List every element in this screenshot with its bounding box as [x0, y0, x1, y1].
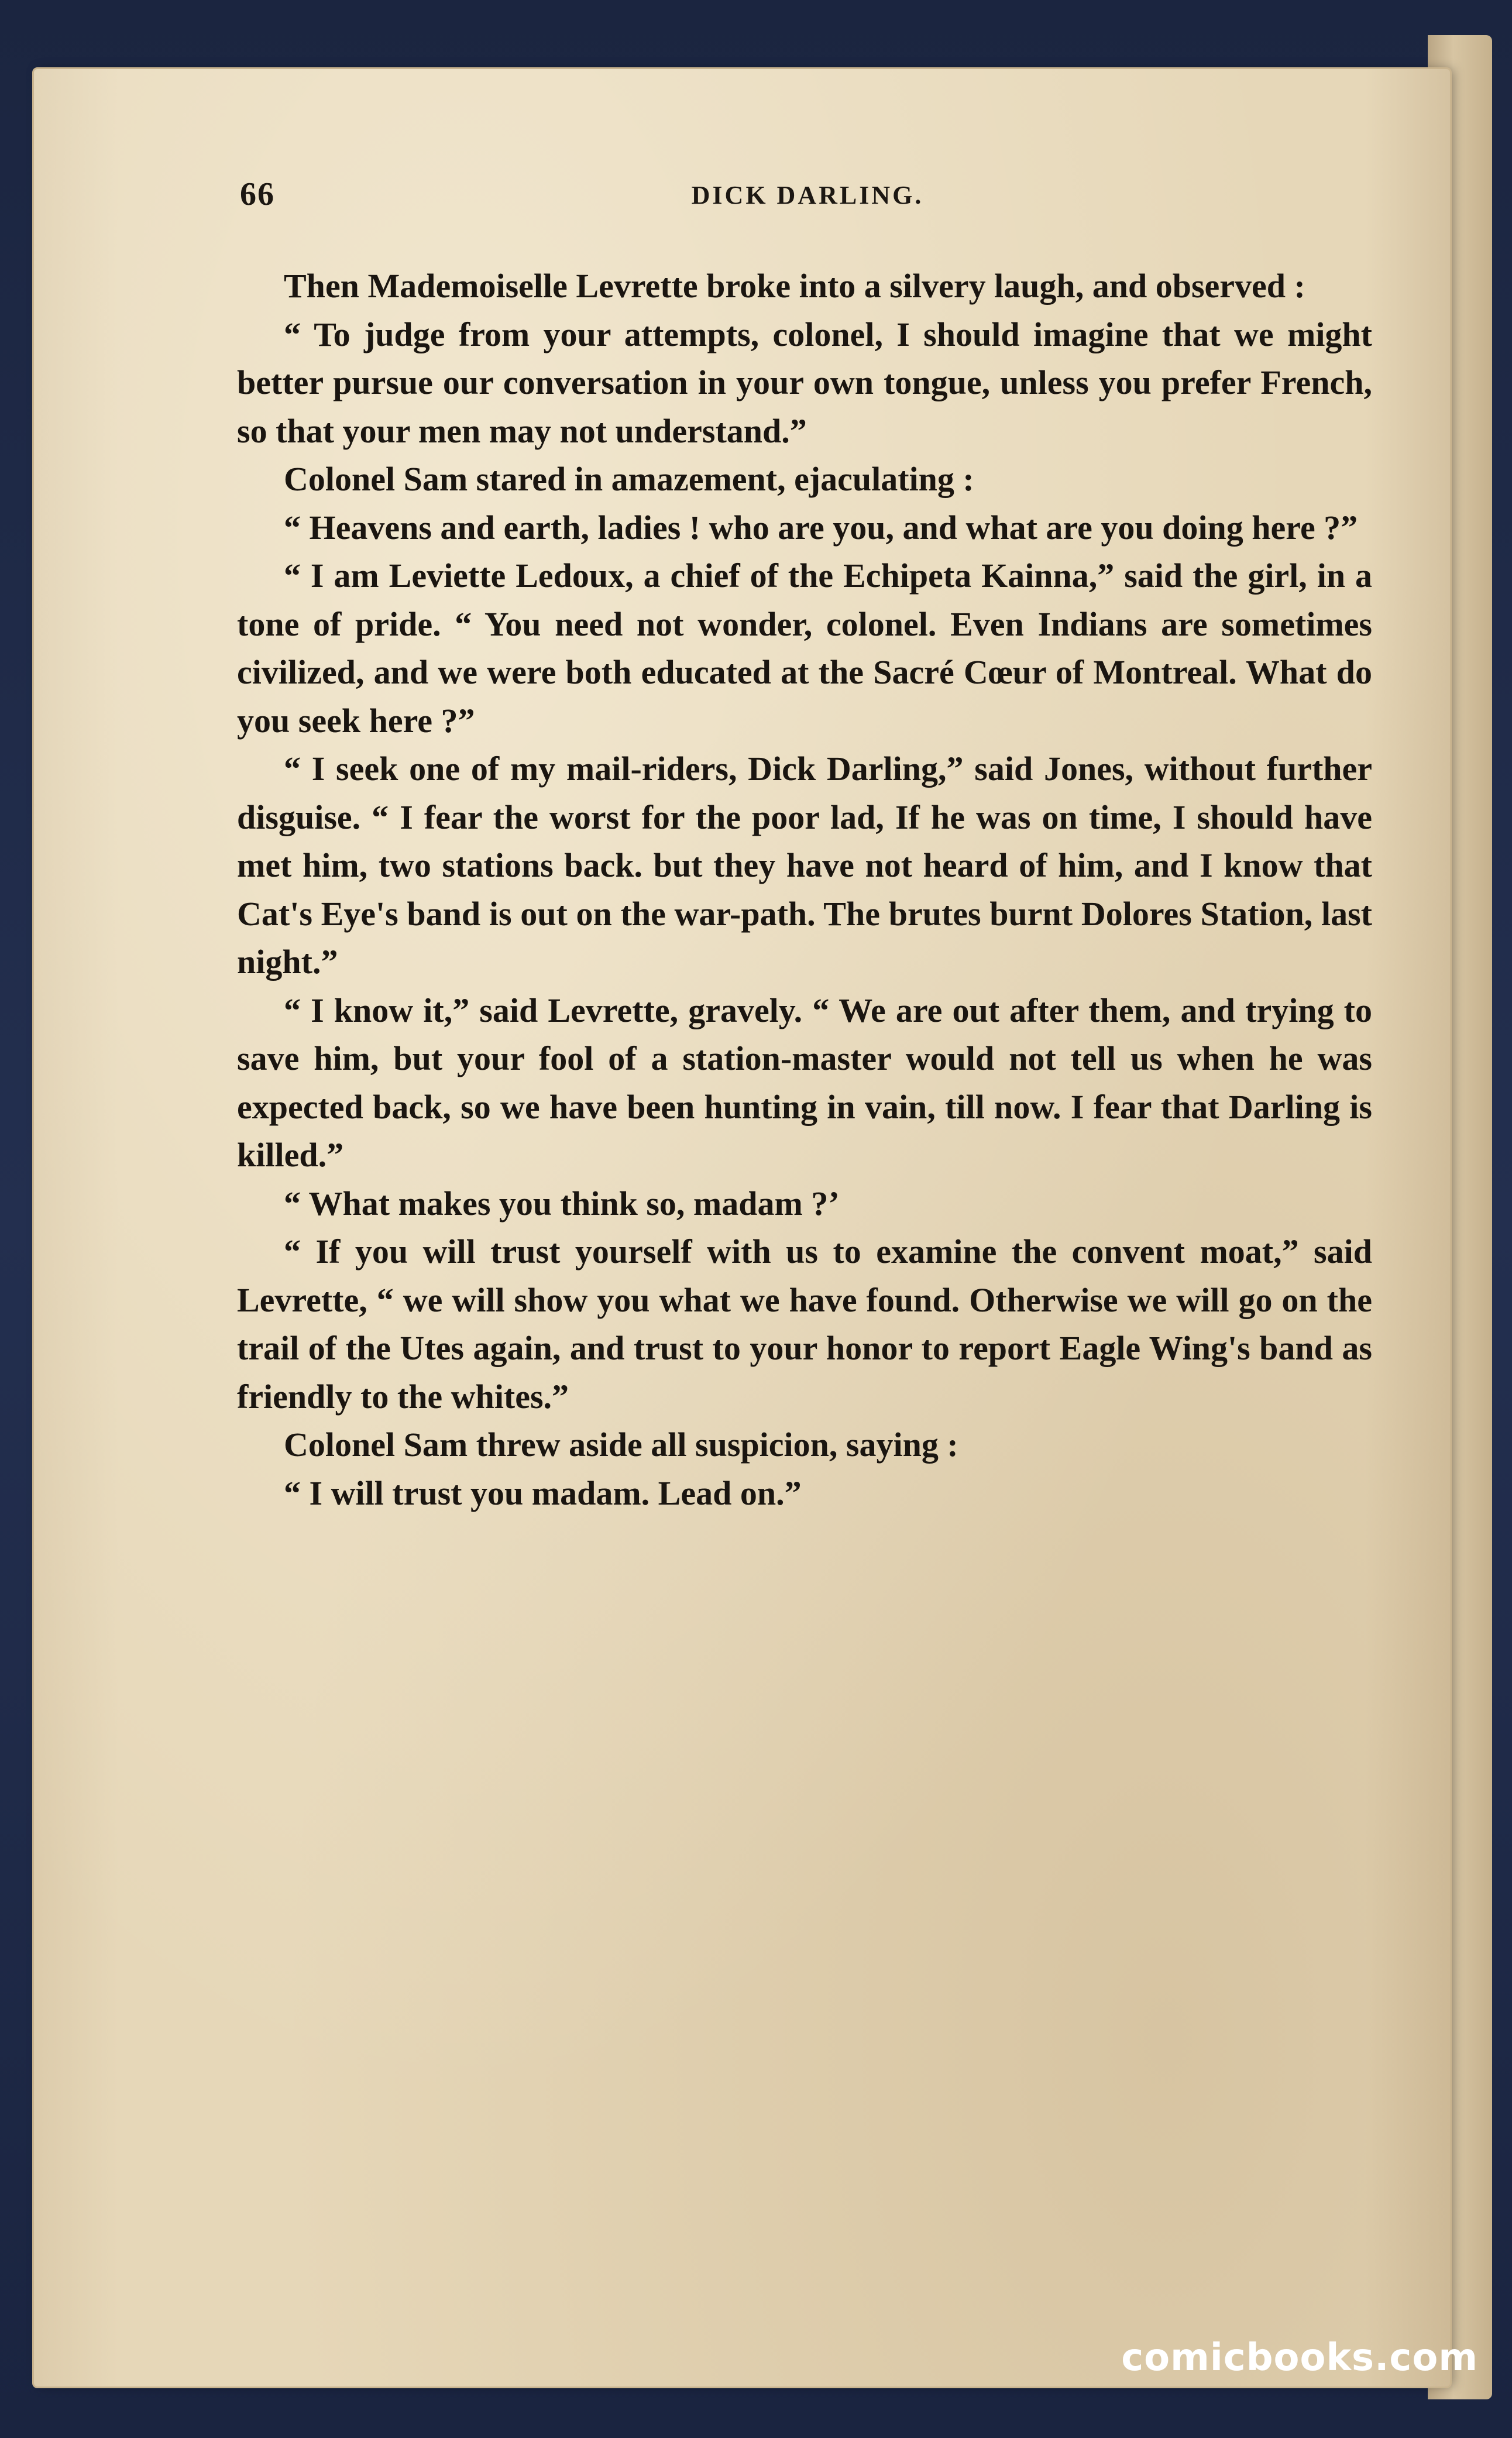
paragraph: Colonel Sam threw aside all suspicion, saying : — [284, 1426, 958, 1464]
paragraph: Then Mademoiselle Levrette broke into a silvery laugh, and observed : — [284, 267, 1305, 305]
paragraph: “ To judge from your attempts, colonel, I should imagine that we might better pursue our conversation in your own tongue, unless you prefer French, so that your men may not understand.” — [237, 315, 1372, 450]
watermark: comicbooks.com — [1121, 2336, 1478, 2379]
paragraph: “ I know it,” said Levrette, gravely. “ We are out after them, and trying to save him, but your fool of a station-master would not tell us when he was expected back, so we have been hunting in vain, till now. I fear that Darling is killed.” — [237, 991, 1372, 1174]
paragraph: “ What makes you think so, madam ?’ — [284, 1184, 840, 1223]
paragraph: “ I will trust you madam. Lead on.” — [284, 1474, 802, 1512]
page-number: 66 — [240, 176, 275, 212]
paragraph: Colonel Sam stared in amazement, ejaculating : — [284, 460, 974, 498]
body-text — [237, 262, 1372, 1517]
running-head: DICK DARLING. — [691, 181, 924, 210]
paragraph: “ Heavens and earth, ladies ! who are you, and what are you doing here ?” — [284, 508, 1358, 547]
page-header — [240, 176, 1375, 222]
paragraph: “ I am Leviette Ledoux, a chief of the Echipeta Kainna,” said the girl, in a tone of pride. “ You need not wonder, colonel. Even Indians are sometimes civilized, and we were both educated at the Sacré Cœur of Montreal. What do you seek here ?” — [237, 557, 1372, 740]
paragraph: “ I seek one of my mail-riders, Dick Darling,” said Jones, without further disguise. “ I fear the worst for the poor lad, If he was on time, I should have met him, two stations back. but they have not heard of him, and I know that Cat's Eye's band is out on the war-path. The brutes burnt Dolores Station, last night.” — [237, 750, 1372, 981]
paragraph: “ If you will trust yourself with us to examine the convent moat,” said Levrette, “ we will show you what we have found. Otherwise we will go on the trail of the Utes again, and trust to your honor to report Eagle Wing's band as friendly to the whites.” — [237, 1232, 1372, 1416]
